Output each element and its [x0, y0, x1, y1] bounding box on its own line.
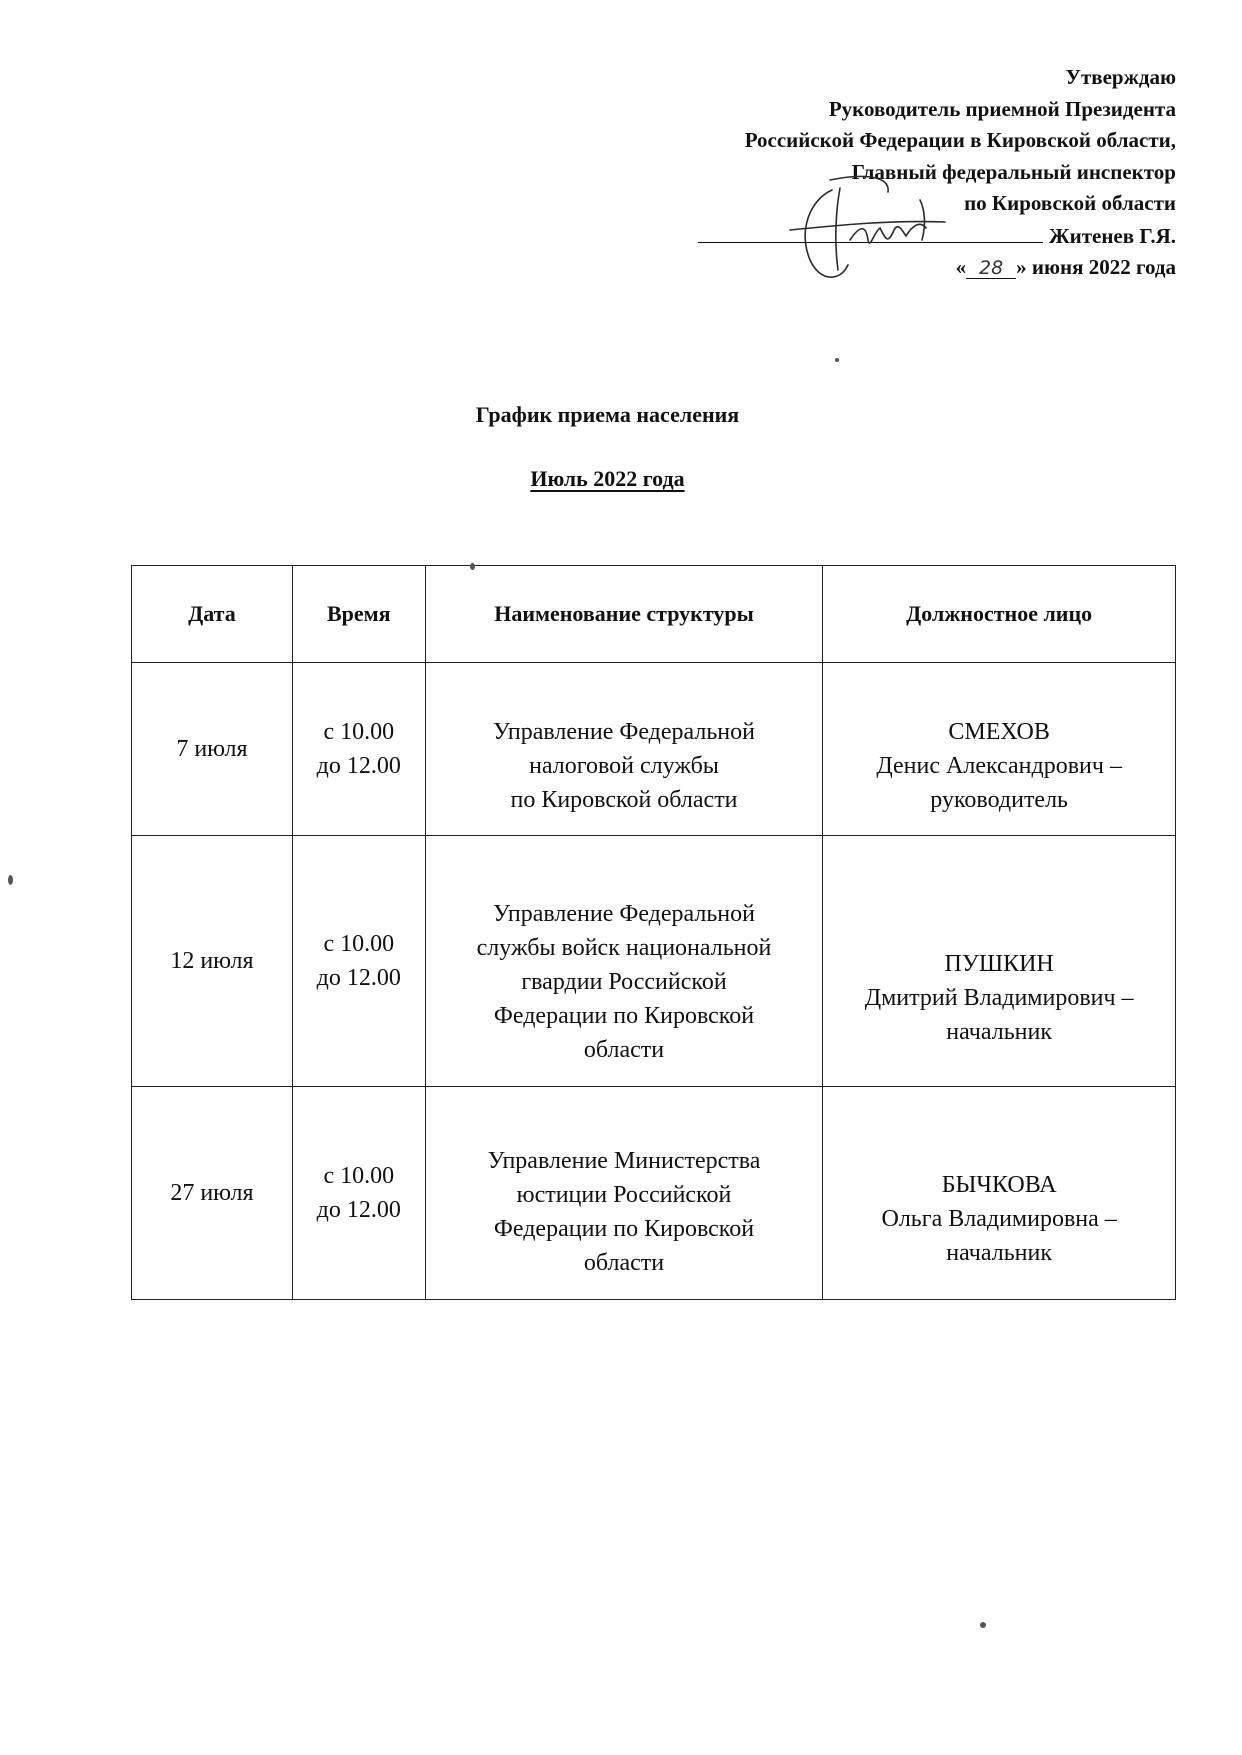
cell-time	[292, 663, 425, 836]
cell-person	[823, 663, 1176, 836]
table-row	[132, 836, 1176, 1087]
cell-structure-text: Управление Федеральной налоговой службы по Кировской области	[493, 719, 755, 813]
scan-speck	[470, 563, 475, 570]
approval-date-rest: » июня 2022 года	[1016, 255, 1176, 279]
cell-time-text: с 10.00 до 12.00	[316, 931, 401, 991]
header-structure: Наименование структуры	[425, 566, 823, 663]
approval-position-4: по Кировской области	[964, 191, 1176, 215]
cell-person	[823, 836, 1176, 1087]
cell-person-text: БЫЧКОВА Ольга Владимировна – начальник	[881, 1172, 1117, 1266]
header-person: Должностное лицо	[823, 566, 1176, 663]
handwritten-signature	[770, 170, 1000, 300]
cell-date: 27 июля	[132, 1087, 293, 1300]
approval-position-1: Руководитель приемной Президента	[828, 96, 1176, 121]
scan-speck	[8, 875, 13, 885]
approval-signer: Житенев Г.Я.	[1048, 223, 1176, 248]
header-time: Время	[292, 566, 425, 663]
scan-speck	[980, 1622, 986, 1628]
cell-time	[292, 836, 425, 1087]
table-header-row	[132, 566, 1176, 663]
cell-structure	[425, 663, 823, 836]
cell-person	[823, 1087, 1176, 1300]
schedule-table	[131, 565, 1176, 1300]
cell-structure	[425, 836, 823, 1087]
cell-time-text: с 10.00 до 12.00	[316, 719, 401, 779]
document-subtitle: Июль 2022 года	[530, 466, 685, 491]
header-date: Дата	[132, 566, 293, 663]
approval-date-open: «	[955, 255, 967, 279]
approval-date-day: 28	[966, 258, 1016, 279]
approval-position-3: Главный федеральный инспектор	[851, 159, 1176, 184]
cell-structure-text: Управление Министерства юстиции Российской Федерации по Кировской области	[487, 1148, 761, 1276]
table-row	[132, 1087, 1176, 1300]
document-title: График приема населения	[475, 402, 740, 427]
cell-time	[292, 1087, 425, 1300]
cell-structure	[425, 1087, 823, 1300]
cell-date: 7 июля	[132, 663, 293, 836]
cell-person-text: ПУШКИН Дмитрий Владимирович – начальник	[864, 951, 1134, 1045]
cell-person-text: СМЕХОВ Денис Александрович – руководитель	[876, 719, 1122, 813]
cell-time-text: с 10.00 до 12.00	[316, 1163, 401, 1223]
cell-structure-text: Управление Федеральной службы войск национальной гвардии Российской Федерации по Кировской области	[476, 901, 772, 1063]
cell-date: 12 июля	[132, 836, 293, 1087]
scan-speck	[835, 358, 839, 362]
table-row	[132, 663, 1176, 836]
approval-approve: Утверждаю	[1065, 65, 1176, 89]
approval-position-2: Российской Федерации в Кировской области,	[744, 128, 1176, 152]
